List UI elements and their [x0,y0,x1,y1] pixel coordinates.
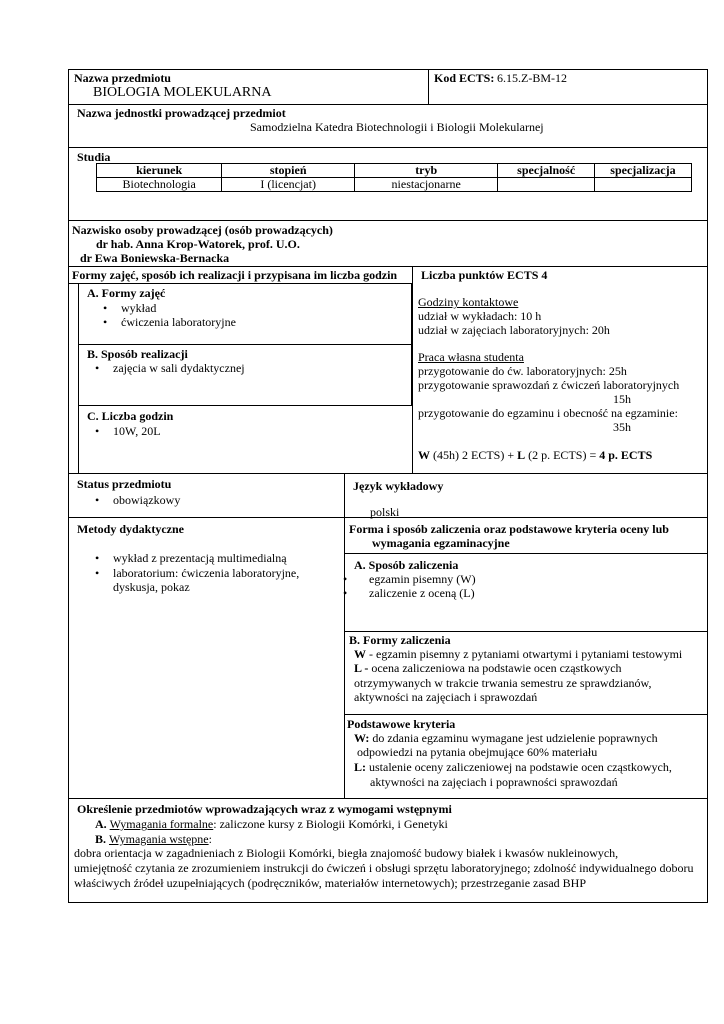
list-item: • 10W, 20L [113,424,161,438]
assessment-a-label: A. Sposób zaliczenia [354,558,459,572]
prereq-line: właściwych źródeł uzupełniających (podręczników, materiałów internetowych); przestrzeganie zasad BHP [74,876,587,890]
assessment-c-w [354,731,658,745]
key-l: L: [354,760,366,774]
unit-value: Samodzielna Katedra Biotechnologii i Biologii Molekularnej [250,120,544,134]
divider [78,405,412,406]
own-work-label: Praca własna studenta [418,350,524,364]
own-work-line: przygotowanie sprawozdań z ćwiczeń laboratoryjnych [418,378,680,392]
text: do zdania egzaminu wymagane jest udzielenie poprawnych [369,731,658,745]
text: ocena zaliczeniowa na podstawie ocen cząstkowych [368,661,622,675]
list-item: • wykład z prezentacją multimedialną [113,551,287,565]
key-w: W [354,647,366,661]
teachers-label: Nazwisko osoby prowadzącej (osób prowadzących) [72,223,333,237]
studia-header: specjalność [498,164,594,178]
own-work-value: 35h [613,420,631,434]
contact-hours-label: Godziny kontaktowe [418,295,519,309]
assessment-c-label: Podstawowe kryteria [347,717,456,731]
divider [68,147,708,148]
assessment-b-w [354,647,682,661]
text: : [208,832,212,846]
prereq-a [95,817,448,831]
divider [412,266,413,473]
assessment-b-l [354,661,622,675]
assessment-c-l [354,760,672,774]
list-item: • egzamin pisemny (W) [361,572,476,586]
divider [68,473,708,474]
studia-cell: I (licencjat) [222,178,355,192]
language-label: Język wykładowy [353,479,444,493]
text: - egzamin pisemny z pytaniami otwartymi i pytaniami testowymi [366,647,683,661]
studia-table [96,163,692,192]
list-item: • ćwiczenia laboratoryjne [121,315,236,329]
studia-header: stopień [222,164,355,178]
divider [68,266,708,267]
studia-cell [498,178,594,192]
assessment-c-line: odpowiedzi na pytania obejmujące 60% materiału [357,745,598,759]
forms-b-label: B. Sposób realizacji [87,347,188,361]
key-w: W: [354,731,370,745]
assessment-label: Forma i sposób zaliczenia oraz podstawowe kryteria oceny lub [349,522,669,536]
list-item: • obowiązkowy [113,493,180,507]
entry-requirements: Wymagania wstępne [109,832,209,846]
prereq-line: dobra orientacja w zagadnieniach z Biologii Komórki, biegła znajomość budowy białek i kwasów nukleinowych, [74,846,619,860]
prereq-line: umiejętność czytania ze zrozumieniem instrukcji do ćwiczeń i obsługi sprzętu laboratoryjnego; zdolność indywidualnego doboru [74,861,694,875]
assessment-b-line: otrzymywanych w trakcie trwania semestru ze sprawdzianów, [354,676,652,690]
teacher-name: dr Ewa Boniewska-Bernacka [80,251,230,265]
summary-text: (2 p. ECTS) = [525,448,600,462]
divider [68,798,708,799]
subject-name: BIOLOGIA MOLEKULARNA [93,85,272,100]
text: : zaliczone kursy z Biologii Komórki, i Genetyki [213,817,448,831]
status-label: Status przedmiotu [77,477,172,491]
contact-line: udział w zajęciach laboratoryjnych: 20h [418,323,610,337]
assessment-b-line: aktywności na zajęciach i sprawozdań [354,690,538,704]
ects-summary [418,448,652,462]
own-work-value: 15h [613,392,631,406]
prereq-b [95,832,212,846]
summary-total: 4 p. ECTS [599,448,653,462]
key-l: L - [354,661,369,675]
summary-w: W [418,448,430,462]
summary-text: (45h) 2 ECTS) + [430,448,518,462]
divider [344,553,708,554]
studia-cell [594,178,691,192]
summary-l: L [517,448,526,462]
unit-label: Nazwa jednostki prowadzącej przedmiot [77,106,286,120]
own-work-line: przygotowanie do egzaminu i obecność na egzaminie: [418,406,678,420]
list-item: • zaliczenie z oceną (L) [361,586,475,600]
forms-label: Formy zajęć, sposób ich realizacji i przypisana im liczba godzin [72,268,398,282]
prefix: B. [95,832,110,846]
list-item: • wykład [121,301,156,315]
divider [344,714,708,715]
prereq-label: Określenie przedmiotów wprowadzających wraz z wymogami wstępnymi [77,802,452,816]
language-value: polski [370,505,400,519]
studia-cell: Biotechnologia [97,178,222,192]
studia-label: Studia [77,150,111,164]
divider [344,473,345,798]
assessment-label: wymagania egzaminacyjne [372,536,510,550]
divider [428,69,429,104]
own-work-line: przygotowanie do ćw. laboratoryjnych: 25h [418,364,627,378]
ects-code-value: 6.15.Z-BM-12 [497,71,567,85]
studia-header: specjalizacja [594,164,691,178]
formal-requirements: Wymagania formalne [109,817,214,831]
assessment-b-label: B. Formy zaliczenia [349,633,451,647]
divider [68,220,708,221]
divider [68,104,708,105]
divider [344,631,708,632]
studia-header: kierunek [97,164,222,178]
subject-label: Nazwa przedmiotu [74,71,171,85]
list-item-continuation: dyskusja, pokaz [113,580,190,594]
forms-c-label: C. Liczba godzin [87,409,174,423]
contact-line: udział w wykładach: 10 h [418,309,542,323]
divider [78,405,79,473]
text: ustalenie oceny zaliczeniowej na podstawie ocen cząstkowych, [366,760,672,774]
teacher-name: dr hab. Anna Krop-Watorek, prof. U.O. [96,237,300,251]
methods-label: Metody dydaktyczne [77,522,184,536]
list-item: • laboratorium: ćwiczenia laboratoryjne, [113,566,299,580]
studia-header: tryb [354,164,497,178]
prefix: A. [95,817,110,831]
ects-code-label: Kod ECTS: [434,71,495,85]
ects-points-label: Liczba punktów ECTS 4 [421,268,548,282]
studia-cell: niestacjonarne [354,178,497,192]
list-item: • zajęcia w sali dydaktycznej [113,361,245,375]
forms-a-label: A. Formy zajęć [87,286,166,300]
assessment-c-line: aktywności na zajęciach i poprawności sprawozdań [370,775,618,789]
